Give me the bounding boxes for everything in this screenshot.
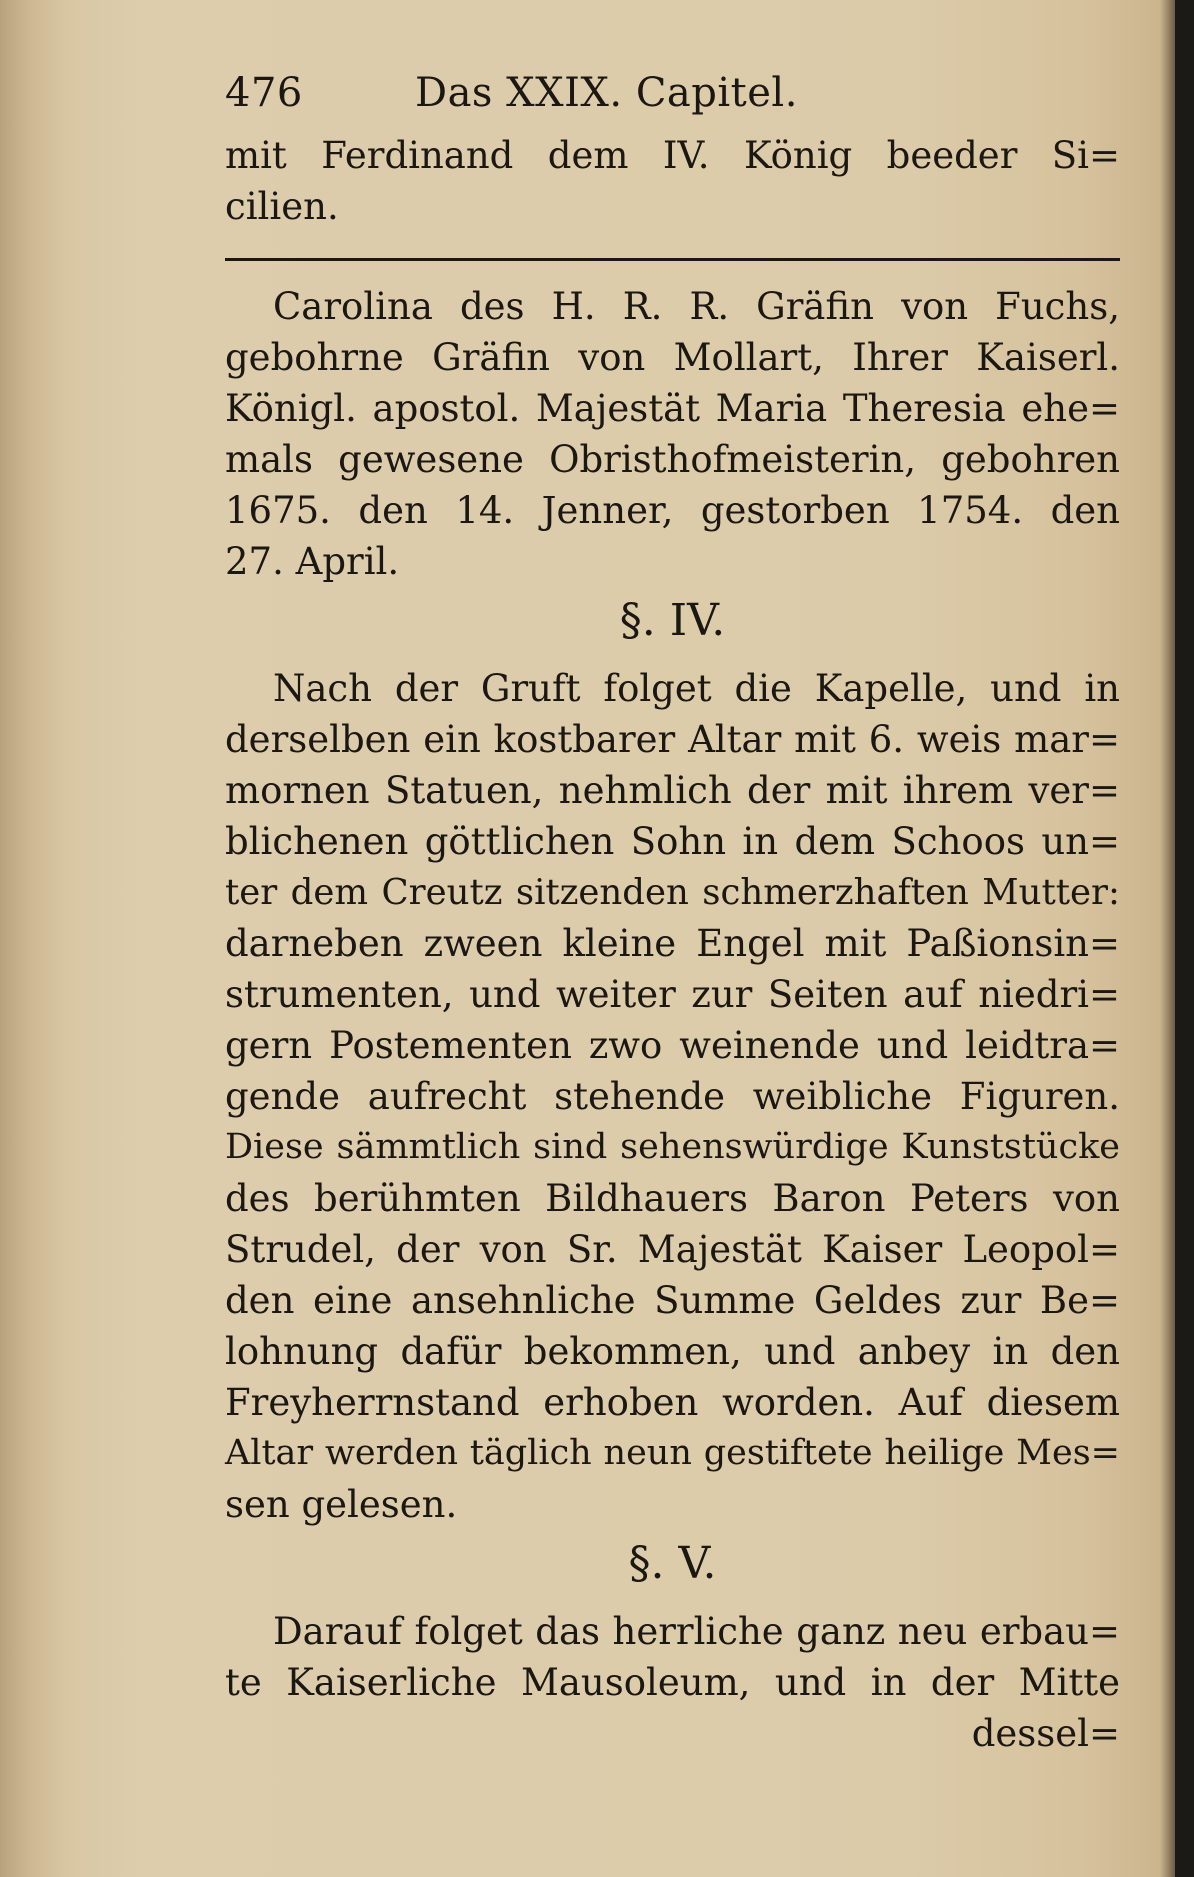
text-line: lohnung dafür bekommen, und anbey in den	[225, 1330, 1120, 1373]
paragraph-continuation	[225, 130, 1120, 232]
section-heading-v: §. V.	[628, 1538, 717, 1589]
text-line: darneben zween kleine Engel mit Paßionsin=	[225, 922, 1120, 965]
text-line: mornen Statuen, nehmlich der mit ihrem ver=	[225, 769, 1120, 812]
text-line: des berühmten Bildhauers Baron Peters von	[225, 1177, 1120, 1220]
text-line: Diese sämmtlich sind sehenswürdige Kunststücke	[225, 1127, 1120, 1167]
text-line: gern Postementen zwo weinende und leidtra=	[225, 1024, 1120, 1067]
text-line: Strudel, der von Sr. Majestät Kaiser Leopol=	[225, 1228, 1120, 1271]
paragraph-section-iv	[225, 663, 1120, 1530]
page-number: 476	[225, 70, 303, 116]
text-line: den eine ansehnliche Summe Geldes zur Be=	[225, 1279, 1120, 1322]
text-line: mit Ferdinand dem IV. König beeder Si=	[225, 134, 1120, 177]
text-line: Darauf folget das herrliche ganz neu erbau=	[273, 1610, 1120, 1653]
text-line: cilien.	[225, 185, 339, 228]
text-line: blichenen göttlichen Sohn in dem Schoos un=	[225, 820, 1120, 863]
text-line: sen gelesen.	[225, 1483, 458, 1526]
text-line: Königl. apostol. Majestät Maria Theresia ehe=	[225, 387, 1120, 430]
catchword: dessel=	[971, 1712, 1120, 1755]
horizontal-rule	[225, 258, 1120, 261]
text-line: 27. April.	[225, 540, 400, 583]
text-line: mals gewesene Obristhofmeisterin, gebohren	[225, 438, 1120, 481]
text-line: Carolina des H. R. R. Gräfin von Fuchs,	[273, 285, 1120, 328]
page-header	[225, 70, 1120, 130]
text-line: strumenten, und weiter zur Seiten auf niedri=	[225, 973, 1120, 1016]
text-line: Altar werden täglich neun gestiftete heilige Mes=	[225, 1433, 1120, 1473]
section-heading-iv: §. IV.	[619, 595, 726, 646]
text-line: gebohrne Gräfin von Mollart, Ihrer Kaiserl.	[225, 336, 1120, 379]
text-line: Nach der Gruft folget die Kapelle, und in	[273, 667, 1120, 710]
text-line: derselben ein kostbarer Altar mit 6. weis mar=	[225, 718, 1120, 761]
text-line: te Kaiserliche Mausoleum, und in der Mitte	[225, 1661, 1120, 1704]
text-line: Freyherrnstand erhoben worden. Auf diesem	[225, 1381, 1120, 1424]
paragraph-section-v	[225, 1606, 1120, 1759]
text-line: gende aufrecht stehende weibliche Figuren.	[225, 1075, 1120, 1118]
running-title: Das XXIX. Capitel.	[415, 70, 798, 116]
paragraph-epitaph	[225, 281, 1120, 587]
text-line: 1675. den 14. Jenner, gestorben 1754. den	[225, 489, 1120, 532]
text-line: ter dem Creutz sitzenden schmerzhaften Mutter:	[225, 872, 1120, 913]
page-content	[225, 70, 1120, 1759]
